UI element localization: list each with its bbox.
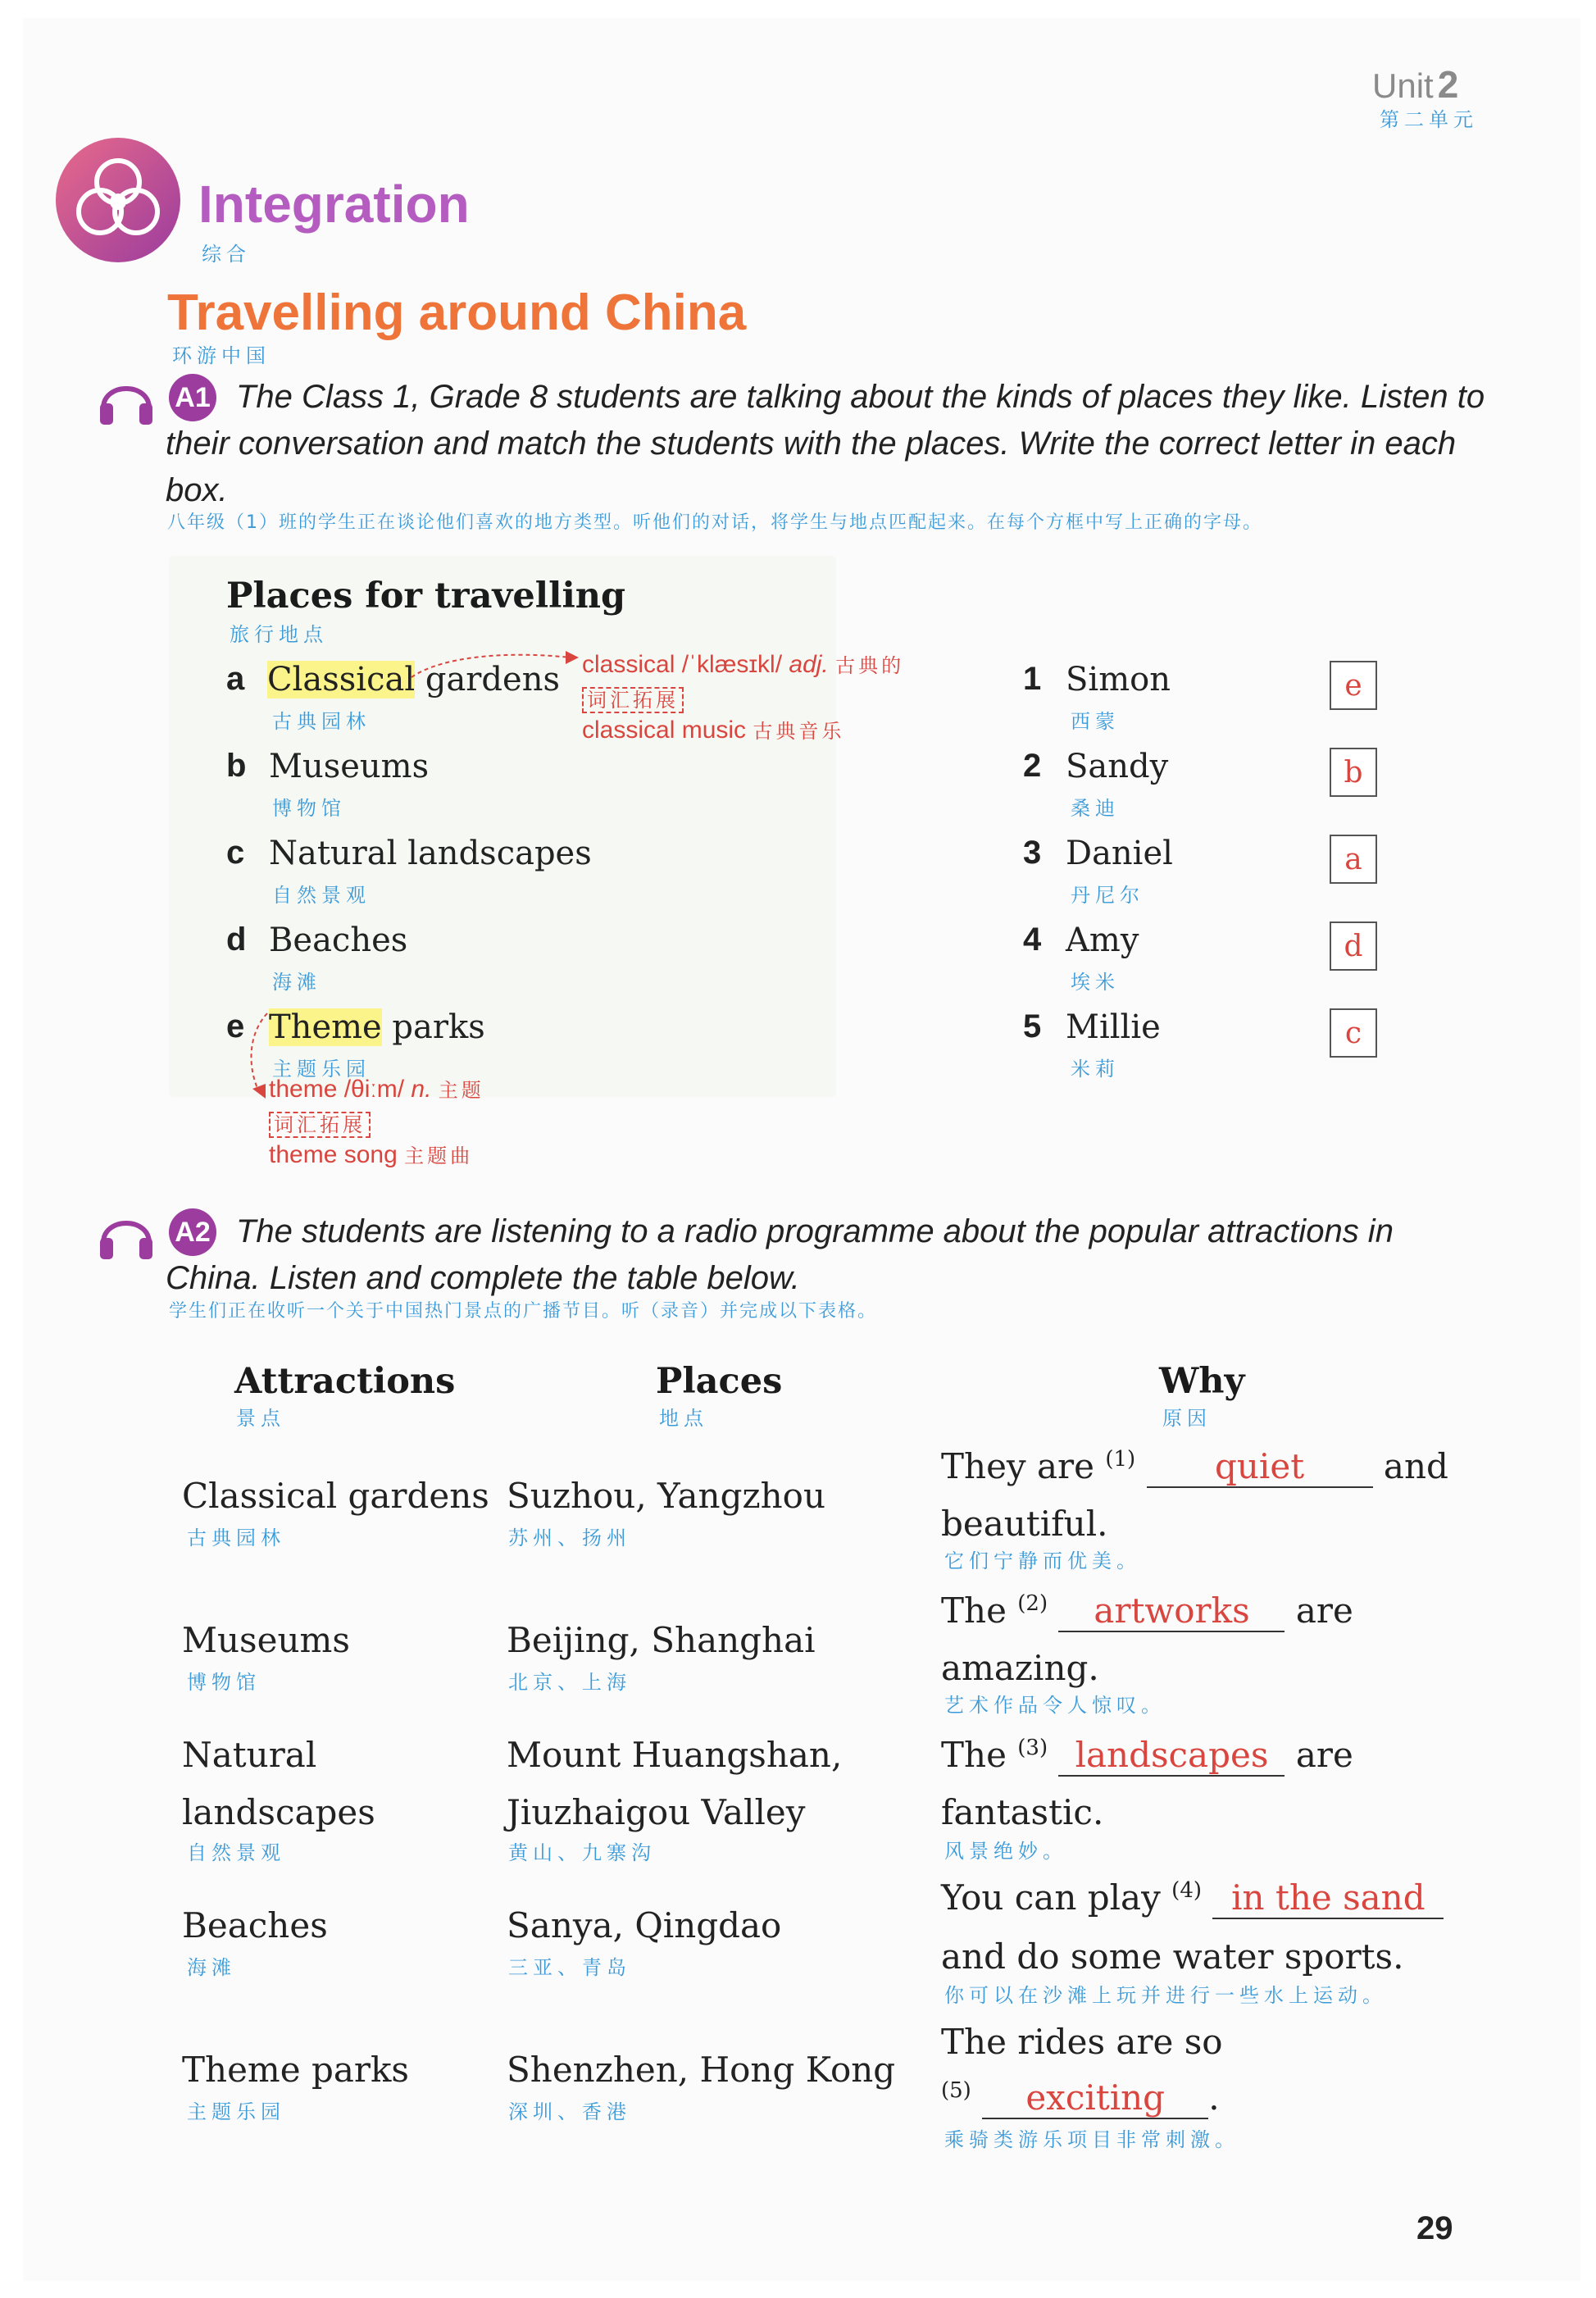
table-header-why: Why bbox=[1159, 1361, 1245, 1402]
table-row-4-why-line2: and do some water sports. bbox=[941, 1936, 1404, 1977]
table-row-3-attraction-cn: 自然景观 bbox=[187, 1841, 285, 1864]
student-cn-1: 西蒙 bbox=[1071, 710, 1120, 733]
table-row-3-why-line2: fantastic. bbox=[941, 1792, 1104, 1832]
place-cn-c: 自然景观 bbox=[272, 884, 371, 907]
a1-instruction-cn: 八年级（1）班的学生正在谈论他们喜欢的地方类型。听他们的对话，将学生与地点匹配起来。在每个方框中写上正确的字母。 bbox=[167, 512, 1263, 533]
vocab-note-classical bbox=[582, 649, 904, 679]
table-header-places-cn: 地点 bbox=[659, 1407, 708, 1430]
table-header-attractions-cn: 景点 bbox=[236, 1407, 285, 1430]
place-cn-d: 海滩 bbox=[272, 971, 321, 994]
vocab-ext: classical music bbox=[582, 717, 747, 744]
section-cn: 综合 bbox=[202, 243, 251, 266]
vocab-extension-label: 词汇拓展 bbox=[269, 1112, 371, 1138]
task-badge-a2: A2 bbox=[169, 1208, 216, 1256]
place-text-c: Natural landscapes bbox=[269, 835, 592, 872]
table-row-5-place-cn: 深圳、香港 bbox=[508, 2100, 631, 2123]
student-name-3: Daniel bbox=[1066, 835, 1173, 872]
table-header-why-cn: 原因 bbox=[1162, 1407, 1212, 1430]
vocab-word: theme /θiːm/ bbox=[269, 1076, 405, 1103]
table-row-2-place: Beijing, Shanghai bbox=[507, 1620, 816, 1660]
table-row-2-place-cn: 北京、上海 bbox=[508, 1671, 631, 1694]
answer-box-4[interactable]: d bbox=[1330, 921, 1377, 971]
table-row-5-why: The rides are so bbox=[941, 2022, 1223, 2062]
why-post: and bbox=[1383, 1446, 1448, 1486]
student-name-4: Amy bbox=[1066, 921, 1139, 959]
integration-logo-icon bbox=[54, 136, 182, 264]
why-pre: The bbox=[941, 1735, 1007, 1775]
place-letter-b: b bbox=[226, 748, 247, 784]
student-cn-5: 米莉 bbox=[1071, 1058, 1120, 1081]
unit-label bbox=[1372, 62, 1458, 107]
why-pre: The bbox=[941, 1590, 1007, 1631]
place-cn-b: 博物馆 bbox=[272, 797, 346, 820]
lesson-title: Travelling around China bbox=[167, 284, 747, 341]
student-name-5: Millie bbox=[1066, 1008, 1161, 1046]
answer-box-1[interactable]: e bbox=[1330, 661, 1377, 710]
a2-instruction-line2: China. Listen and complete the table below. bbox=[166, 1260, 800, 1296]
student-cn-4: 埃米 bbox=[1071, 971, 1120, 994]
vocab-pos: n. bbox=[411, 1076, 432, 1103]
place-cn-e: 主题乐园 bbox=[272, 1058, 371, 1081]
answer-blank-1[interactable]: quiet bbox=[1147, 1446, 1373, 1488]
table-row-1-attraction: Classical gardens bbox=[182, 1476, 489, 1516]
vocab-ext-cn: 主题曲 bbox=[404, 1144, 474, 1167]
table-row-3-why-cn: 风景绝妙。 bbox=[944, 1840, 1067, 1863]
vocab-word: classical /ˈklæsɪkl/ bbox=[582, 651, 783, 678]
table-row-1-attraction-cn: 古典园林 bbox=[187, 1527, 285, 1549]
headphones-icon[interactable] bbox=[97, 1205, 156, 1261]
place-text-d: Beaches bbox=[269, 921, 408, 959]
table-row-3-attraction: Natural bbox=[182, 1735, 317, 1775]
lesson-cn: 环游中国 bbox=[172, 344, 271, 367]
table-row-3-place-line2: Jiuzhaigou Valley bbox=[507, 1792, 806, 1832]
vocab-ext: theme song bbox=[269, 1141, 398, 1168]
answer-blank-2[interactable]: artworks bbox=[1058, 1590, 1285, 1632]
place-item-a bbox=[226, 661, 244, 698]
headphones-icon[interactable] bbox=[97, 371, 156, 426]
place-name-rest: gardens bbox=[415, 661, 560, 699]
place-letter: a bbox=[226, 661, 245, 697]
highlighted-word: Theme bbox=[269, 1008, 382, 1046]
table-header-places: Places bbox=[656, 1361, 783, 1402]
vocab-extension-theme bbox=[269, 1140, 473, 1169]
vocab-ext-cn: 古典音乐 bbox=[753, 720, 845, 743]
place-letter-d: d bbox=[226, 921, 247, 958]
student-name-2: Sandy bbox=[1066, 748, 1169, 785]
table-row-5-attraction-cn: 主题乐园 bbox=[187, 2100, 285, 2123]
table-row-2-attraction-cn: 博物馆 bbox=[187, 1671, 261, 1694]
place-letter-c: c bbox=[226, 835, 245, 871]
place-text-e bbox=[269, 1008, 485, 1046]
vocab-extension-box bbox=[582, 684, 684, 712]
table-row-5-why-cn: 乘骑类游乐项目非常刺激。 bbox=[944, 2128, 1239, 2151]
unit-word: Unit bbox=[1372, 66, 1434, 105]
table-row-4-why bbox=[941, 1877, 1444, 1919]
why-post: are bbox=[1295, 1590, 1353, 1631]
table-row-4-place: Sanya, Qingdao bbox=[507, 1905, 782, 1945]
table-row-4-place-cn: 三亚、青岛 bbox=[508, 1956, 631, 1979]
table-row-3-place-cn: 黄山、九寨沟 bbox=[508, 1841, 656, 1864]
a2-instruction-cn: 学生们正在收听一个关于中国热门景点的广播节目。听（录音）并完成以下表格。 bbox=[169, 1301, 878, 1322]
section-title: Integration bbox=[198, 175, 470, 234]
answer-blank-4[interactable]: in the sand bbox=[1212, 1877, 1444, 1919]
table-row-3-why bbox=[941, 1735, 1353, 1777]
table-row-2-why-cn: 艺术作品令人惊叹。 bbox=[944, 1694, 1166, 1717]
table-row-1-why bbox=[941, 1446, 1448, 1488]
a1-instruction-line3: box. bbox=[166, 472, 228, 508]
highlighted-word: Classical bbox=[267, 661, 416, 699]
vocab-pos: adj. bbox=[789, 651, 829, 678]
a1-instruction-line2: their conversation and match the students with the places. Write the correct letter in each bbox=[166, 425, 1457, 462]
why-pre: You can play bbox=[941, 1877, 1161, 1918]
table-row-5-place: Shenzhen, Hong Kong bbox=[507, 2050, 896, 2090]
vocab-extension-label: 词汇拓展 bbox=[582, 687, 684, 713]
a1-instruction-line1: The Class 1, Grade 8 students are talking about the kinds of places they like. Listen to bbox=[236, 379, 1485, 415]
places-heading: Places for travelling bbox=[226, 576, 626, 617]
table-row-1-why-line2: beautiful. bbox=[941, 1504, 1108, 1544]
table-row-4-attraction-cn: 海滩 bbox=[187, 1956, 236, 1979]
why-post: are bbox=[1295, 1735, 1353, 1775]
blank-number: (5) bbox=[941, 2078, 971, 2103]
table-row-1-place-cn: 苏州、扬州 bbox=[508, 1527, 631, 1549]
table-row-3-attraction-line2: landscapes bbox=[182, 1792, 375, 1832]
place-text-b: Museums bbox=[269, 748, 430, 785]
unit-number: 2 bbox=[1437, 63, 1459, 106]
table-row-1-place: Suzhou, Yangzhou bbox=[507, 1476, 825, 1516]
blank-number: (1) bbox=[1105, 1447, 1136, 1472]
page-number: 29 bbox=[1416, 2210, 1453, 2246]
answer-box-5[interactable]: c bbox=[1330, 1008, 1377, 1058]
table-header-attractions: Attractions bbox=[234, 1361, 456, 1402]
table-row-4-why-cn: 你可以在沙滩上玩并进行一些水上运动。 bbox=[944, 1984, 1387, 2007]
answer-blank-5[interactable]: exciting bbox=[982, 2077, 1208, 2119]
table-row-2-attraction: Museums bbox=[182, 1620, 350, 1660]
table-row-5-attraction: Theme parks bbox=[182, 2050, 409, 2090]
unit-cn: 第二单元 bbox=[1380, 108, 1478, 131]
why-pre: They are bbox=[941, 1446, 1094, 1486]
student-num-5: 5 bbox=[1023, 1008, 1042, 1044]
vocab-cn: 主题 bbox=[438, 1079, 484, 1102]
why-post: . bbox=[1208, 2077, 1220, 2118]
place-cn-a: 古典园林 bbox=[272, 710, 371, 733]
a2-instruction-line1: The students are listening to a radio programme about the popular attractions in bbox=[236, 1213, 1394, 1249]
table-row-5-why-line2 bbox=[941, 2077, 1220, 2119]
student-num-3: 3 bbox=[1023, 835, 1042, 871]
task-badge-a1: A1 bbox=[169, 374, 216, 421]
answer-box-3[interactable]: a bbox=[1330, 835, 1377, 884]
note-arrow-theme bbox=[244, 1010, 272, 1100]
place-name-rest: parks bbox=[381, 1008, 485, 1046]
student-num-1: 1 bbox=[1023, 661, 1042, 697]
vocab-cn: 古典的 bbox=[835, 654, 905, 677]
table-row-2-why-line2: amazing. bbox=[941, 1648, 1099, 1688]
blank-number: (4) bbox=[1171, 1878, 1203, 1903]
student-name-1: Simon bbox=[1066, 661, 1171, 699]
place-letter-e: e bbox=[226, 1008, 245, 1044]
answer-box-2[interactable]: b bbox=[1330, 748, 1377, 797]
blank-number: (3) bbox=[1017, 1736, 1048, 1760]
places-heading-cn: 旅行地点 bbox=[230, 623, 328, 646]
vocab-note-theme bbox=[269, 1074, 484, 1103]
note-arrow-classical bbox=[410, 648, 582, 680]
student-cn-2: 桑迪 bbox=[1071, 797, 1120, 820]
student-cn-3: 丹尼尔 bbox=[1071, 884, 1144, 907]
answer-blank-3[interactable]: landscapes bbox=[1058, 1735, 1285, 1777]
table-row-3-place: Mount Huangshan, bbox=[507, 1735, 843, 1775]
student-num-2: 2 bbox=[1023, 748, 1042, 784]
student-num-4: 4 bbox=[1023, 921, 1042, 958]
vocab-extension-classical bbox=[582, 715, 844, 744]
table-row-1-why-cn: 它们宁静而优美。 bbox=[944, 1549, 1141, 1572]
blank-number: (2) bbox=[1017, 1591, 1048, 1616]
table-row-2-why bbox=[941, 1590, 1353, 1632]
table-row-4-attraction: Beaches bbox=[182, 1905, 328, 1945]
vocab-extension-box-theme bbox=[269, 1108, 371, 1137]
